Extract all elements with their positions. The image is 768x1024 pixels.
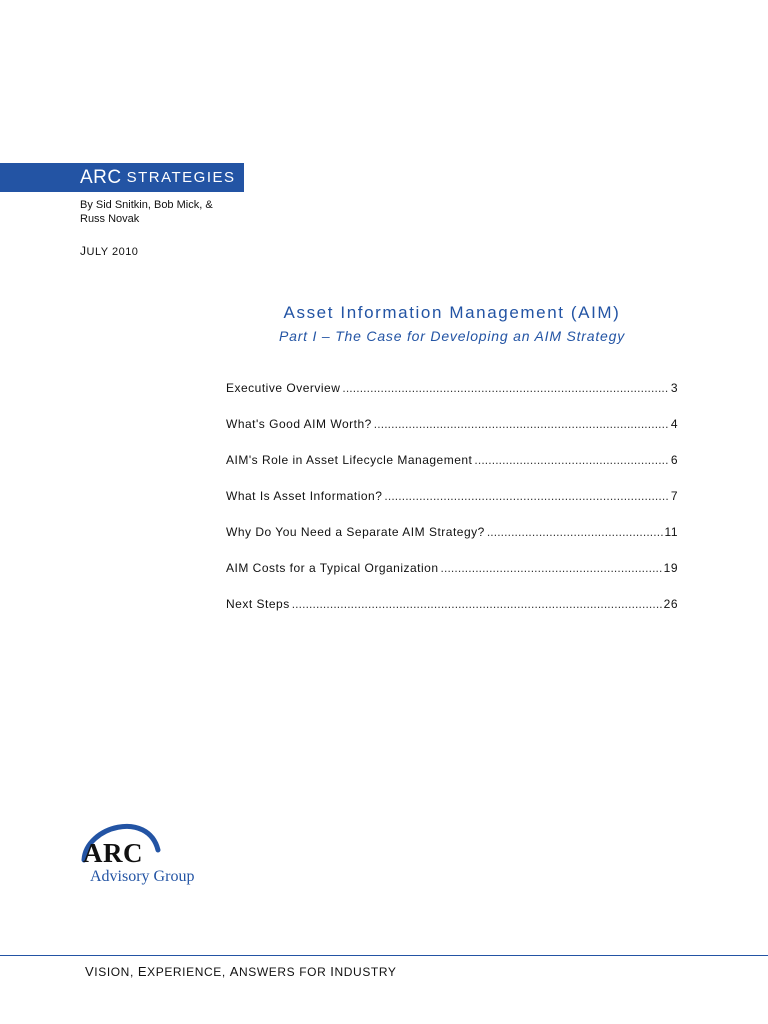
toc-item-page: 3: [670, 381, 678, 395]
report-title: Asset Information Management (AIM): [283, 303, 621, 322]
date-month-initial: J: [80, 244, 87, 258]
toc-leader-dots: [441, 561, 662, 575]
toc-item-page: 11: [664, 525, 678, 539]
toc-item-title: Next Steps: [226, 597, 290, 611]
tagline-initial: E: [137, 964, 148, 979]
tagline-initial: A: [229, 964, 240, 979]
table-of-contents: [226, 381, 678, 633]
authors-line-1: By Sid Snitkin, Bob Mick, &: [80, 199, 213, 211]
toc-leader-dots: [474, 453, 668, 467]
toc-item-page: 6: [670, 453, 678, 467]
toc-item[interactable]: [226, 561, 678, 597]
banner-label: STRATEGIES: [126, 169, 236, 186]
toc-item[interactable]: [226, 489, 678, 525]
authors-line-2: Russ Novak: [80, 213, 140, 225]
tagline-initial: V: [85, 964, 95, 979]
tagline-word: NDUSTRY: [334, 965, 397, 979]
date-month-rest: ULY: [86, 246, 109, 258]
logo-name: ARC: [83, 838, 143, 868]
toc-leader-dots: [374, 417, 669, 431]
toc-item[interactable]: [226, 381, 678, 417]
footer-tagline: [85, 964, 397, 979]
tagline-word: XPERIENCE,: [147, 965, 226, 979]
toc-item-title: AIM's Role in Asset Lifecycle Management: [226, 453, 473, 467]
toc-item-page: 19: [663, 561, 678, 575]
logo-subtitle: Advisory Group: [90, 868, 195, 885]
toc-item-title: What Is Asset Information?: [226, 489, 383, 503]
toc-leader-dots: [384, 489, 668, 503]
banner-brand: ARC: [80, 166, 122, 188]
report-subtitle: Part I – The Case for Developing an AIM Strategy: [278, 328, 626, 344]
toc-item-title: AIM Costs for a Typical Organization: [226, 561, 439, 575]
toc-item-page: 4: [670, 417, 678, 431]
publication-date: [80, 244, 138, 258]
toc-item-title: Executive Overview: [226, 381, 341, 395]
footer-divider: [0, 955, 768, 956]
toc-item-page: 26: [663, 597, 678, 611]
tagline-word: ISION,: [94, 965, 134, 979]
toc-leader-dots: [487, 525, 663, 539]
toc-item-title: Why Do You Need a Separate AIM Strategy?: [226, 525, 485, 539]
toc-item[interactable]: [226, 525, 678, 561]
tagline-word: NSWERS FOR: [239, 965, 327, 979]
toc-leader-dots: [342, 381, 668, 395]
tagline-initial: I: [330, 964, 335, 979]
toc-item[interactable]: [226, 417, 678, 453]
authors: [80, 198, 250, 226]
toc-item-title: What's Good AIM Worth?: [226, 417, 372, 431]
toc-leader-dots: [292, 597, 662, 611]
toc-item-page: 7: [670, 489, 678, 503]
toc-item[interactable]: [226, 453, 678, 489]
toc-item[interactable]: [226, 597, 678, 633]
date-year: 2010: [111, 246, 139, 258]
arc-strategies-banner: [0, 163, 244, 192]
